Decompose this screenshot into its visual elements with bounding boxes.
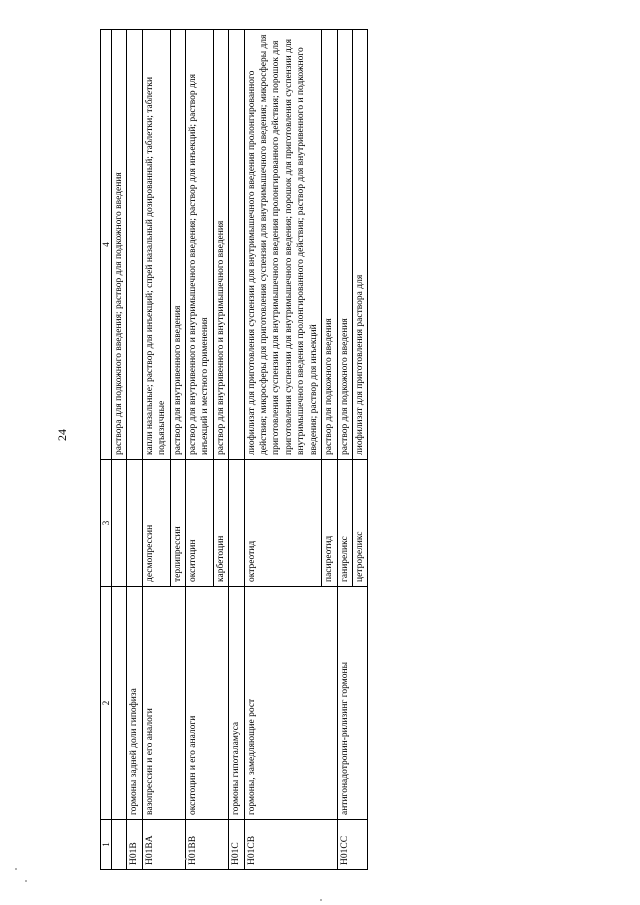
group-name: вазопрессин и его аналоги (142, 587, 170, 820)
group-name: окситоцин и его аналоги (186, 587, 214, 820)
column-header: 2 (101, 587, 112, 820)
table-row (244, 30, 321, 870)
dosage-form: раствор для внутривенного введения (170, 30, 185, 460)
drug-name: терлипрессин (170, 460, 185, 587)
group-name (112, 587, 127, 820)
drug-name: цетрореликс (352, 460, 367, 587)
group-name (322, 587, 337, 820)
dosage-form (127, 30, 142, 460)
table-row (213, 30, 228, 870)
atc-code (352, 820, 367, 870)
drug-name: окситоцин (186, 460, 214, 587)
page-number: 24 (55, 429, 69, 441)
table-row (322, 30, 337, 870)
table-header-row (101, 30, 112, 870)
table-row (229, 30, 244, 870)
drug-name: десмопрессин (142, 460, 170, 587)
dosage-form: лиофилизат для приготовления раствора для (352, 30, 367, 460)
scan-speck (15, 868, 17, 870)
table-row (112, 30, 127, 870)
dosage-form: капли назальные; раствор для инъекций; спрей назальный дозированный; таблетки; таблетки подъязычные (142, 30, 170, 460)
atc-code: H01BB (186, 820, 214, 870)
group-name (213, 587, 228, 820)
drug-name (112, 460, 127, 587)
atc-code (322, 820, 337, 870)
table-row (186, 30, 214, 870)
table-row (337, 30, 352, 870)
table-row (352, 30, 367, 870)
dosage-form: раствор для внутривенного и внутримышечного введения (213, 30, 228, 460)
drug-name: октреотид (244, 460, 321, 587)
drug-name (229, 460, 244, 587)
dosage-form: раствор для внутривенного и внутримышечного введения; раствор для инъекций; раствор для инъекций и местного применения (186, 30, 214, 460)
column-header: 1 (101, 820, 112, 870)
drug-name (127, 460, 142, 587)
atc-code (213, 820, 228, 870)
drug-table (100, 29, 368, 870)
atc-code: H01B (127, 820, 142, 870)
column-header: 3 (101, 460, 112, 587)
drug-name: пасиреотид (322, 460, 337, 587)
group-name (170, 587, 185, 820)
atc-code: H01CB (244, 820, 321, 870)
group-name: гормоны гипоталамуса (229, 587, 244, 820)
scan-speck (25, 880, 27, 882)
scan-speck (320, 899, 322, 901)
atc-code: H01C (229, 820, 244, 870)
table-row (142, 30, 170, 870)
dosage-form: лиофилизат для приготовления суспензии для внутримышечного введения пролонгированного действия; микросферы для приготовления суспензии для внутримышечного введения; микросферы для приготовления суспензии для внутримышечного введения пролонгированного действия; порошок для приготовления суспензии для внутримышечного введения; порошок для приготовления суспензии для внутримышечного введения пролонгированного действия; раствор для внутривенного и подкожного введения; раствор для инъекций (244, 30, 321, 460)
group-name: гормоны задней доли гипофиза (127, 587, 142, 820)
atc-code (112, 820, 127, 870)
dosage-form: раствор для подкожного введения (322, 30, 337, 460)
table-row (170, 30, 185, 870)
drug-name: карбетоцин (213, 460, 228, 587)
table-row (127, 30, 142, 870)
atc-code: H01BA (142, 820, 170, 870)
group-name: антигонадотропин-рилизинг гормоны (337, 587, 352, 820)
atc-code: H01CC (337, 820, 352, 870)
column-header: 4 (101, 30, 112, 460)
dosage-form: раствор для подкожного введения (337, 30, 352, 460)
dosage-form (229, 30, 244, 460)
atc-code (170, 820, 185, 870)
drug-name: ганиреликс (337, 460, 352, 587)
group-name: гормоны, замедляющие рост (244, 587, 321, 820)
rotated-table-container (100, 30, 575, 870)
scan-speck (185, 858, 187, 860)
group-name (352, 587, 367, 820)
dosage-form: раствора для подкожного введения; раствор для подкожного введения (112, 30, 127, 460)
